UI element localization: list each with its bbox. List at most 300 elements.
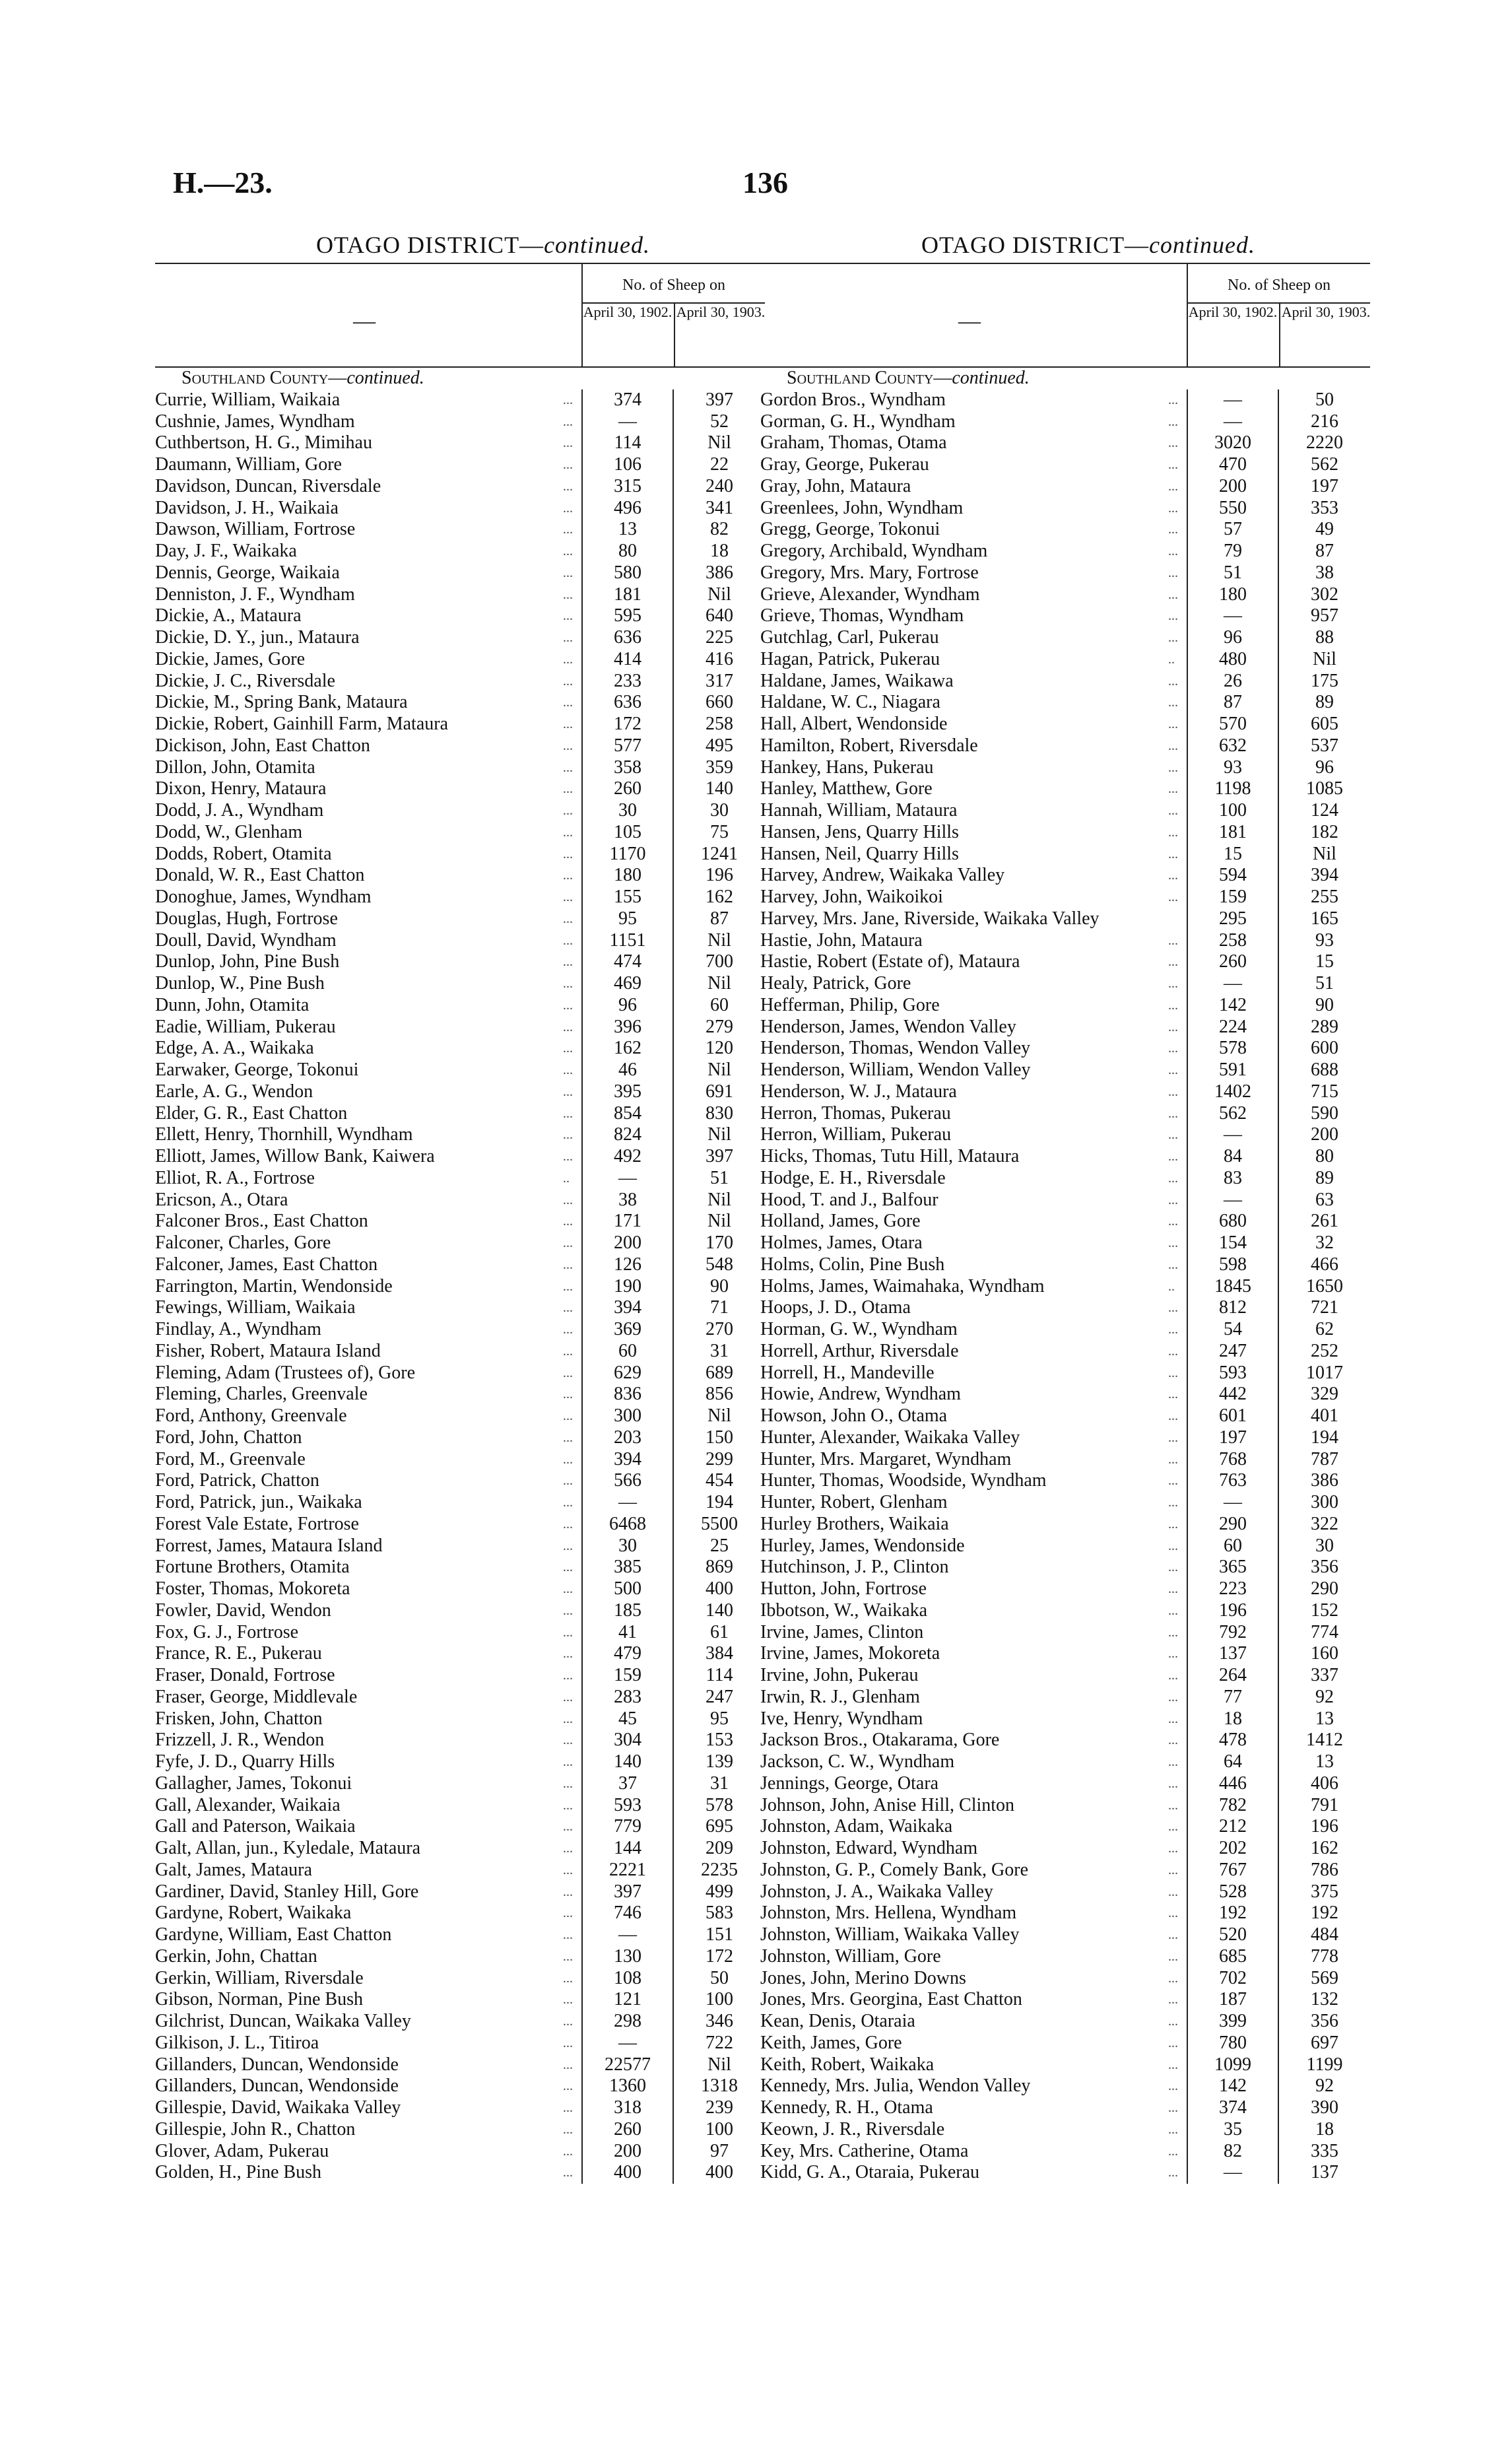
sheep-1903-value: 346 <box>673 2011 765 2033</box>
leader-dots: ... <box>1168 436 1178 451</box>
sheep-1902-value: 84 <box>1187 1146 1278 1168</box>
owner-name: Fyfe, J. D., Quarry Hills <box>155 1751 335 1772</box>
leader-dots: ... <box>1168 1711 1178 1726</box>
table-row <box>760 1924 1370 1946</box>
leader-dots <box>1168 908 1187 930</box>
sheep-1902-value: 54 <box>1187 1319 1278 1341</box>
table-row <box>760 1319 1370 1341</box>
owner-name: Johnston, J. A., Waikaka Valley <box>760 1881 993 1902</box>
leader-dots: ... <box>563 457 573 472</box>
col-1903-header: April 30, 1903. <box>1279 304 1371 366</box>
page-number: 136 <box>742 166 788 199</box>
sheep-1903-value: 114 <box>673 1665 765 1687</box>
sheep-1902-value: 290 <box>1187 1514 1278 1535</box>
owner-name: Johnston, William, Waikaka Valley <box>760 1924 1020 1945</box>
table-row <box>155 627 765 649</box>
owner-name: Irvine, James, Clinton <box>760 1621 924 1642</box>
leader-dots: ... <box>563 976 573 991</box>
sheep-1902-value: 82 <box>1187 2141 1278 2163</box>
owner-name: Johnston, William, Gore <box>760 1945 941 1967</box>
leader-dots: ... <box>1168 457 1178 472</box>
sheep-1902-value: 1099 <box>1187 2054 1278 2076</box>
leader-dots: ... <box>1168 1365 1178 1380</box>
table-row <box>155 930 765 952</box>
sheep-1902-value: 854 <box>581 1103 673 1125</box>
table-row <box>155 1946 765 1968</box>
sheep-1902-value: 202 <box>1187 1838 1278 1860</box>
table-row <box>760 1665 1370 1687</box>
owner-name: Donoghue, James, Wyndham <box>155 887 372 907</box>
table-row <box>155 1687 765 1708</box>
sheep-1902-value: 155 <box>581 887 673 908</box>
leader-dots: ... <box>1168 2165 1178 2180</box>
sheep-1903-value: 50 <box>673 1968 765 1990</box>
table-row <box>155 1514 765 1535</box>
sheep-1902-value: 96 <box>581 995 673 1017</box>
sheep-1903-value: 1650 <box>1278 1276 1370 1298</box>
sheep-1903-value: 239 <box>673 2097 765 2119</box>
owner-name: Earle, A. G., Wendon <box>155 1081 313 1102</box>
sheep-1903-value: 322 <box>1278 1514 1370 1535</box>
table-row <box>760 1968 1370 1990</box>
table-row <box>760 865 1370 887</box>
sheep-1902-value: — <box>1187 1492 1278 1514</box>
leader-dots: ... <box>563 717 573 731</box>
leader-dots: ... <box>563 1149 573 1164</box>
owner-name: Ive, Henry, Wyndham <box>760 1708 923 1729</box>
table-row <box>155 1557 765 1578</box>
owner-name: Davidson, J. H., Waikaia <box>155 497 339 518</box>
table-row <box>760 692 1370 714</box>
leader-dots: ... <box>1168 2122 1178 2137</box>
sheep-1902-value: 593 <box>581 1795 673 1817</box>
sheep-1903-value: 89 <box>1278 1168 1370 1190</box>
owner-name: France, R. E., Pukerau <box>155 1643 322 1664</box>
leader-dots: ... <box>563 1582 573 1596</box>
owner-name: Hunter, Robert, Glenham <box>760 1492 948 1512</box>
sheep-1903-value: 31 <box>673 1773 765 1795</box>
sheep-1903-value: 13 <box>1278 1751 1370 1773</box>
leader-dots: ... <box>563 846 573 861</box>
sheep-1902-value: 142 <box>1187 2075 1278 2097</box>
owner-name: Dickie, A., Mataura <box>155 605 302 626</box>
sheep-1902-value: 260 <box>581 2119 673 2141</box>
owner-name: Donald, W. R., East Chatton <box>155 865 365 886</box>
owner-name: Dickie, J. C., Riversdale <box>155 670 335 691</box>
sheep-1903-value: Nil <box>673 973 765 995</box>
sheep-1903-value: 92 <box>1278 1687 1370 1708</box>
table-row <box>760 1449 1370 1471</box>
sheep-1903-value: 60 <box>673 995 765 1017</box>
sheep-1903-value: 774 <box>1278 1622 1370 1644</box>
sheep-1903-value: 160 <box>1278 1643 1370 1665</box>
sheep-1902-value: 13 <box>581 519 673 541</box>
leader-dots: ... <box>563 1516 573 1532</box>
leader-dots: ... <box>1168 630 1178 645</box>
leader-dots: ... <box>1168 1170 1178 1186</box>
owner-name: Grieve, Thomas, Wyndham <box>760 605 964 626</box>
table-row <box>155 1363 765 1384</box>
sheep-1903-value: 484 <box>1278 1924 1370 1946</box>
table-row <box>155 1535 765 1557</box>
leader-dots: ... <box>563 997 573 1013</box>
owner-name: Key, Mrs. Catherine, Otama <box>760 2140 969 2161</box>
leader-dots: ... <box>1168 1668 1178 1683</box>
sheep-1903-value: 300 <box>1278 1492 1370 1514</box>
leader-dots: ... <box>1168 1343 1178 1359</box>
table-row <box>760 1254 1370 1276</box>
owner-name: Forest Vale Estate, Fortrose <box>155 1513 359 1534</box>
table-row <box>760 1168 1370 1190</box>
sheep-1902-value: — <box>581 1492 673 1514</box>
sheep-1903-value: 75 <box>673 822 765 844</box>
sheep-1903-value: 356 <box>1278 2011 1370 2033</box>
leader-dots: ... <box>563 630 573 645</box>
table-row <box>155 778 765 800</box>
sheep-1902-value: 51 <box>1187 562 1278 584</box>
sheep-1903-value: 196 <box>673 865 765 887</box>
table-row <box>760 1751 1370 1773</box>
sheep-1902-value: 64 <box>1187 1751 1278 1773</box>
sheep-1903-value: 87 <box>1278 541 1370 562</box>
sheep-1902-value: 318 <box>581 2097 673 2119</box>
table-row <box>155 1903 765 1924</box>
table-row <box>760 1687 1370 1708</box>
sheep-1902-value: 595 <box>581 605 673 627</box>
sheep-1902-value: 137 <box>1187 1643 1278 1665</box>
table-row <box>155 1968 765 1990</box>
owner-name: Hankey, Hans, Pukerau <box>760 757 934 778</box>
table-row <box>155 1254 765 1276</box>
owner-name: Gillespie, David, Waikaka Valley <box>155 2097 401 2118</box>
owner-name: Foster, Thomas, Mokoreta <box>155 1578 350 1599</box>
sheep-1903-value: 194 <box>673 1492 765 1514</box>
sheep-1902-value: 114 <box>581 432 673 454</box>
leader-dots: ... <box>563 1236 573 1250</box>
sheep-1903-value: 640 <box>673 605 765 627</box>
sheep-1903-value: 258 <box>673 714 765 735</box>
owner-name: Ford, Patrick, Chatton <box>155 1470 319 1491</box>
sheep-1903-value: 341 <box>673 498 765 520</box>
owner-name: Hoops, J. D., Otama <box>760 1297 911 1318</box>
table-row <box>155 605 765 627</box>
leader-dots: ... <box>1168 782 1178 797</box>
sheep-1903-value: 583 <box>673 1903 765 1924</box>
sheep-1902-value: 1170 <box>581 844 673 865</box>
sheep-1903-value: 30 <box>673 800 765 822</box>
sheep-1903-value: 62 <box>1278 1319 1370 1341</box>
leader-dots: ... <box>1168 1755 1178 1769</box>
sheep-1902-value: 96 <box>1187 627 1278 649</box>
sheep-1903-value: Nil <box>1278 649 1370 671</box>
table-row <box>760 1190 1370 1211</box>
sheep-1903-value: 353 <box>1278 498 1370 520</box>
owner-name: Kean, Denis, Otaraia <box>760 2011 915 2031</box>
sheep-1903-value: 548 <box>673 1254 765 1276</box>
table-row <box>155 541 765 562</box>
leader-dots: ... <box>1168 868 1178 883</box>
sheep-1902-value: 1402 <box>1187 1081 1278 1103</box>
owner-name: Hunter, Mrs. Margaret, Wyndham <box>760 1448 1012 1469</box>
leader-dots: ... <box>1168 2079 1178 2094</box>
owner-name: Hamilton, Robert, Riversdale <box>760 735 978 756</box>
owner-name: Irvine, James, Mokoreta <box>760 1643 940 1664</box>
owner-name: Fraser, Donald, Fortrose <box>155 1665 335 1685</box>
sheep-1902-value: 685 <box>1187 1946 1278 1968</box>
table-row <box>760 1860 1370 1881</box>
sheep-1903-value: Nil <box>673 1211 765 1232</box>
leader-dots: ... <box>1168 2101 1178 2115</box>
sheep-1903-value: 139 <box>673 1751 765 1773</box>
sheep-1902-value: — <box>581 411 673 433</box>
sheep-1903-value: 397 <box>673 1146 765 1168</box>
leader-dots: ... <box>1168 1214 1178 1229</box>
sheep-1902-value: 298 <box>581 2011 673 2033</box>
leader-dots: ... <box>563 1300 573 1316</box>
leader-dots: ... <box>1168 1625 1178 1640</box>
owner-name: Gilchrist, Duncan, Waikaka Valley <box>155 2011 411 2031</box>
sheep-1903-value: 89 <box>1278 692 1370 714</box>
sheep-1903-value: 51 <box>673 1168 765 1190</box>
sheep-1903-value: 787 <box>1278 1449 1370 1471</box>
sheep-1903-value: 856 <box>673 1384 765 1405</box>
owner-name: Dunn, John, Otamita <box>155 994 310 1015</box>
sheep-1902-value: 3020 <box>1187 432 1278 454</box>
table-row <box>155 1860 765 1881</box>
owner-name: Ford, John, Chatton <box>155 1427 302 1448</box>
owner-name: Gray, George, Pukerau <box>760 454 929 475</box>
owner-name: Henderson, Thomas, Wendon Valley <box>760 1038 1031 1059</box>
sheep-1902-value: 203 <box>581 1427 673 1449</box>
sheep-1903-value: 100 <box>673 2119 765 2141</box>
sheep-1903-value: 384 <box>673 1643 765 1665</box>
sheep-1903-value: 13 <box>1278 1708 1370 1730</box>
owner-name: Dodds, Robert, Otamita <box>155 843 332 864</box>
table-row <box>760 2141 1370 2163</box>
leader-dots: ... <box>1168 1862 1178 1877</box>
report-code: H.—23. <box>173 166 273 199</box>
leader-dots: ... <box>1168 587 1178 602</box>
leader-dots: ... <box>563 1192 573 1207</box>
sheep-1902-value: 566 <box>581 1470 673 1492</box>
table-row <box>760 908 1370 930</box>
sheep-1903-value: 255 <box>1278 887 1370 908</box>
table-row <box>155 1190 765 1211</box>
owner-name: Dawson, William, Fortrose <box>155 519 356 540</box>
leader-dots: ... <box>563 1430 573 1445</box>
owner-name: Falconer, James, East Chatton <box>155 1254 378 1275</box>
leader-dots: ... <box>563 1019 573 1034</box>
sheep-1902-value: 200 <box>1187 476 1278 498</box>
owner-name: Dickie, Robert, Gainhill Farm, Mataura <box>155 714 448 734</box>
owner-name: Gardyne, William, East Chatton <box>155 1924 392 1945</box>
sheep-1903-value: 329 <box>1278 1384 1370 1405</box>
table-row <box>760 1622 1370 1644</box>
sheep-1903-value: 31 <box>673 1341 765 1363</box>
sheep-1902-value: 126 <box>581 1254 673 1276</box>
sheep-1903-value: 1017 <box>1278 1363 1370 1384</box>
sheep-1903-value: 96 <box>1278 757 1370 779</box>
owner-name: Hicks, Thomas, Tutu Hill, Mataura <box>760 1146 1020 1166</box>
sheep-count-header <box>1187 264 1370 366</box>
sheep-1902-value: 780 <box>1187 2033 1278 2054</box>
sheep-1902-value: 300 <box>581 1405 673 1427</box>
sheep-1903-value: 120 <box>673 1038 765 1060</box>
owner-name: Elder, G. R., East Chatton <box>155 1102 348 1124</box>
leader-dots: ... <box>563 1560 573 1575</box>
owner-name: Greenlees, John, Wyndham <box>760 497 964 518</box>
leader-dots: ... <box>563 565 573 580</box>
sheep-1903-value: 32 <box>1278 1232 1370 1254</box>
sheep-1902-value: 142 <box>1187 995 1278 1017</box>
sheep-1902-value: 60 <box>581 1341 673 1363</box>
table-row <box>760 1146 1370 1168</box>
sheep-1903-value: 416 <box>673 649 765 671</box>
sheep-1902-value: 130 <box>581 1946 673 1968</box>
owner-name: Ford, Anthony, Greenvale <box>155 1405 347 1426</box>
sheep-1902-value: 260 <box>1187 951 1278 973</box>
table-row <box>155 1816 765 1838</box>
sheep-1903-value: 170 <box>673 1232 765 1254</box>
leader-dots: ... <box>563 1928 573 1942</box>
table-row <box>760 1578 1370 1600</box>
sheep-1902-value: 45 <box>581 1708 673 1730</box>
sheep-1903-value: 697 <box>1278 2033 1370 2054</box>
owner-name: Glover, Adam, Pukerau <box>155 2140 329 2161</box>
leader-dots: .. <box>1168 1279 1175 1294</box>
sheep-1903-value: Nil <box>673 584 765 606</box>
leader-dots: ... <box>563 436 573 451</box>
leader-dots: ... <box>563 2143 573 2159</box>
col-1902-header: April 30, 1902. <box>1188 304 1278 320</box>
owner-name: Keith, James, Gore <box>760 2032 902 2053</box>
leader-dots: ... <box>563 1409 573 1423</box>
sheep-1903-value: 386 <box>1278 1470 1370 1492</box>
sheep-1903-value: Nil <box>673 930 765 952</box>
leader-dots: ... <box>563 1214 573 1229</box>
table-row <box>155 1276 765 1298</box>
leader-dots: ... <box>563 1257 573 1272</box>
sheep-1903-value: 216 <box>1278 411 1370 433</box>
sheep-1902-value: 500 <box>581 1578 673 1600</box>
sheep-1903-value: 1199 <box>1278 2054 1370 2076</box>
sheep-1903-value: 495 <box>673 735 765 757</box>
table-row <box>760 1363 1370 1384</box>
leader-dots: ... <box>563 1992 573 2008</box>
owner-name: Gregory, Archibald, Wyndham <box>760 541 988 561</box>
sheep-1903-value: 499 <box>673 1881 765 1903</box>
leader-dots: ... <box>1168 1019 1178 1034</box>
table-row <box>155 995 765 1017</box>
sheep-1902-value: 6468 <box>581 1514 673 1535</box>
column-title: OTAGO DISTRICT—continued. <box>315 232 651 258</box>
table-row <box>760 778 1370 800</box>
table-row <box>155 1319 765 1341</box>
owner-name: Ford, Patrick, jun., Waikaka <box>155 1492 362 1512</box>
leader-dots: ... <box>1168 738 1178 753</box>
sheep-1903-value: 90 <box>673 1276 765 1298</box>
sheep-1903-value: 80 <box>1278 1146 1370 1168</box>
leader-dots: ... <box>563 479 573 494</box>
sheep-1902-value: 496 <box>581 498 673 520</box>
sheep-1902-value: 400 <box>581 2162 673 2184</box>
table-row <box>155 584 765 606</box>
table-row <box>155 1470 765 1492</box>
table-row <box>760 822 1370 844</box>
leader-dots: ... <box>1168 2014 1178 2029</box>
sheep-1902-value: 1151 <box>581 930 673 952</box>
sheep-1902-value: 187 <box>1187 1989 1278 2011</box>
leader-dots: ... <box>1168 1798 1178 1813</box>
table-row <box>155 1124 765 1146</box>
sheep-1903-value: 247 <box>673 1687 765 1708</box>
owner-name: Gerkin, John, Chattan <box>155 1945 317 1967</box>
sheep-1903-value: 162 <box>1278 1838 1370 1860</box>
sheep-1902-value: 30 <box>581 1535 673 1557</box>
sheep-1903-value: 88 <box>1278 627 1370 649</box>
sheep-1903-value: 15 <box>1278 951 1370 973</box>
table-row <box>760 714 1370 735</box>
table-row <box>155 1578 765 1600</box>
leader-dots: ... <box>1168 1819 1178 1835</box>
owner-name: Gallagher, James, Tokonui <box>155 1772 352 1794</box>
leader-dots: ... <box>1168 1257 1178 1272</box>
leader-dots: ... <box>1168 522 1178 537</box>
sheep-1902-value: 779 <box>581 1816 673 1838</box>
leader-dots: ... <box>1168 1646 1178 1662</box>
table-row <box>155 1038 765 1060</box>
table-row <box>155 1795 765 1817</box>
sheep-count-header <box>581 264 765 366</box>
sheep-1902-value: 358 <box>581 757 673 779</box>
leader-dots: ... <box>563 1387 573 1402</box>
sheep-1902-value: 79 <box>1187 541 1278 562</box>
sheep-1903-value: 375 <box>1278 1881 1370 1903</box>
left-column <box>155 231 765 2184</box>
owner-name: Gillespie, John R., Chatton <box>155 2118 356 2140</box>
sheep-1902-value: 397 <box>581 1881 673 1903</box>
sheep-1902-value: 591 <box>1187 1060 1278 1081</box>
leader-dots: ... <box>1168 565 1178 580</box>
sheep-1902-value: — <box>581 1924 673 1946</box>
sheep-1902-value: — <box>581 2033 673 2054</box>
sheep-1902-value: 369 <box>581 1319 673 1341</box>
sheep-1903-value: 537 <box>1278 735 1370 757</box>
table-row <box>760 1838 1370 1860</box>
sheep-1903-value: 869 <box>673 1557 765 1578</box>
sheep-1903-value: 165 <box>1278 908 1370 930</box>
table-row <box>155 454 765 476</box>
owner-name: Haldane, James, Waikawa <box>760 670 954 691</box>
table-row <box>760 1795 1370 1817</box>
owner-name: Dunlop, W., Pine Bush <box>155 973 325 994</box>
sheep-1903-value: Nil <box>673 1190 765 1211</box>
leader-dots: ... <box>563 392 573 407</box>
table-row <box>155 1643 765 1665</box>
table-row <box>760 454 1370 476</box>
owner-name: Findlay, A., Wyndham <box>155 1319 321 1339</box>
owner-name: Doull, David, Wyndham <box>155 929 337 951</box>
sheep-1903-value: 137 <box>1278 2162 1370 2184</box>
sheep-1903-value: 830 <box>673 1103 765 1125</box>
table-row <box>155 844 765 865</box>
sheep-1903-value: 695 <box>673 1816 765 1838</box>
leader-dots: ... <box>563 1646 573 1662</box>
sheep-1903-value: 82 <box>673 519 765 541</box>
sheep-1903-value: 252 <box>1278 1341 1370 1363</box>
sheep-1903-value: 182 <box>1278 822 1370 844</box>
table-row <box>155 2119 765 2141</box>
